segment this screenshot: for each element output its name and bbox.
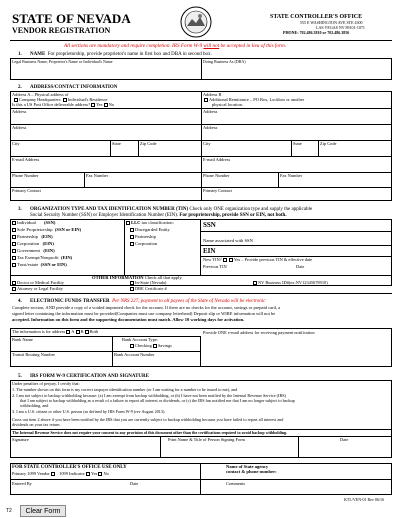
cert-item-2-cont: that I am subject to backup withholding as a result of a failure to report all interest or dividends, or (c) the IRS has notified me that I am no longer subject to backup: [20, 398, 295, 403]
other-info-heading: OTHER INFORMATION Check all that apply.: [92, 275, 183, 280]
eft-instructions-1: Complete section, AND provide a copy of a voided imprinted check for the account. If there are no checks for the account, savings or prepaid card, a: [12, 305, 281, 310]
address-a-contact-label: Primary Contact: [12, 188, 41, 193]
org-trust-checkbox[interactable]: [12, 263, 16, 267]
address-b-fax-input[interactable]: [279, 178, 391, 186]
address-b-phone-input[interactable]: [202, 178, 277, 186]
form-subtitle: VENDOR REGISTRATION: [12, 26, 111, 35]
other-nv-business: NV Business ID#(ex:NV12345678910): [253, 281, 328, 285]
address-b-state-input[interactable]: [292, 146, 317, 155]
dbe-certificate-input[interactable]: [176, 286, 201, 292]
org-col-divider: [124, 219, 125, 275]
ssn-label: SSN: [203, 221, 216, 229]
address-a-zip-input[interactable]: [139, 146, 200, 155]
address-b-email-input[interactable]: [202, 162, 391, 171]
primary-vendor-checkbox[interactable]: [51, 472, 55, 476]
section-5-number: 5.: [18, 374, 22, 379]
signature-input[interactable]: [11, 442, 159, 457]
org-llc-checkbox[interactable]: [126, 221, 130, 225]
address-b-label: Address B: [203, 92, 222, 97]
new-tin-row: New TIN? Yes – Provide previous TIN & effective date: [203, 257, 313, 263]
form-revision: KTL/VEN-01 Rev 06/16: [344, 497, 384, 502]
other-dbe: DBE Certificate #: [130, 287, 167, 291]
eft-address-a-checkbox[interactable]: [66, 330, 70, 334]
additional-remittance-checkbox[interactable]: [204, 98, 208, 102]
address-b-line1-input[interactable]: [202, 114, 391, 123]
org-partnership: Partnership (EIN): [12, 235, 53, 240]
org-tax-exempt-checkbox[interactable]: [12, 256, 16, 260]
office-use-row-line: [10, 479, 200, 480]
eft-instructions-3: accepted. Information on this form and the supporting documentation must match. Allow 10 working days for activation.: [12, 317, 245, 322]
address-a-zip-label: Zip Code: [140, 141, 157, 146]
eft-address-b-checkbox[interactable]: [76, 330, 80, 334]
org-partnership-checkbox[interactable]: [12, 235, 16, 239]
signature-label: Signature: [12, 437, 29, 442]
address-a-email-input[interactable]: [11, 162, 200, 171]
section-4-number: 4.: [18, 299, 22, 304]
org-tax-exempt: Tax Exempt/Nonprofit (EIN): [12, 256, 72, 261]
primary-vendor-row: Primary 1099 Vendor 1099 Indicator Yes No: [12, 471, 109, 477]
cert-cross-out-2: dividends on your tax return.: [12, 422, 61, 427]
ssn-input[interactable]: [201, 221, 391, 230]
section-5-title: IRS FORM W-9 CERTIFICATION AND SIGNATURE: [30, 374, 149, 379]
other-instate-checkbox[interactable]: [130, 281, 134, 285]
address-b-contact-label: Primary Contact: [203, 188, 232, 193]
legal-name-label: Legal Business Name, Proprietor's Name or Individual's Name: [12, 59, 113, 64]
cert-item-3: 3. I am a U.S. citizen or other U.S. person (as defined by IRS Form W-9 (rev August 2013).: [12, 409, 166, 414]
address-b-state-label: State: [293, 141, 302, 146]
address-a-fax-input[interactable]: [85, 178, 200, 186]
other-info-bottom: [10, 293, 392, 294]
po-question: Is this a US Post Office deliverable address? Yes No: [12, 102, 115, 108]
comments-input[interactable]: [252, 481, 391, 494]
header-rule: [10, 40, 392, 41]
routing-number-label: Transit Routing Number: [12, 352, 56, 357]
llc-disregarded: Disregarded Entity: [130, 228, 170, 233]
po-no-checkbox[interactable]: [104, 103, 108, 107]
org-llc: LLC tax classification:: [126, 221, 174, 226]
eft-applies-to: The information is for address A B Both: [12, 329, 99, 335]
print-name-label: Print Name & Title of Person Signing Form: [168, 437, 245, 442]
clear-form-button[interactable]: Clear Form: [20, 505, 66, 517]
account-type-options: Checking Savings: [130, 344, 172, 348]
address-a-state-label: State: [112, 141, 121, 146]
llc-partnership: Partnership: [130, 235, 156, 240]
form-title: STATE OF NEVADA: [12, 11, 131, 26]
address-a-fax-label: Fax Number: [86, 173, 109, 178]
cert-cross-out-1: Cross out item 2 above if you have been notified by the IRS that you are currently subject to backup withholding because you have failed to report all interest and: [12, 417, 284, 422]
page-identifier: T2: [6, 508, 12, 514]
new-tin-no-checkbox[interactable]: [223, 258, 227, 262]
previous-tin-input[interactable]: [232, 263, 292, 270]
address-a-city-label: City: [12, 141, 20, 146]
address-row-line: [10, 187, 392, 188]
section-4-heading: ELECTRONIC FUNDS TRANSFER Per NRS 227, payment to all payees of the State of Nevada will be electronic: [30, 299, 266, 304]
previous-tin-date-input[interactable]: [308, 263, 390, 270]
address-b-zip-label: Zip Code: [320, 141, 337, 146]
signature-date-input[interactable]: [299, 442, 391, 457]
section-1-heading: NAME For proprietorship, provide proprietor's name in first box and DBA in second box.: [30, 52, 212, 57]
address-row-line: [10, 108, 392, 109]
office-address-1: 555 E WASHINGTON AVE STE 4300: [300, 20, 363, 25]
eft-instructions-2: signed letter containing the information must be provided(Companies must use company letterhead) Deposit slip or WIRE information will not be: [12, 311, 276, 316]
eft-both-checkbox[interactable]: [85, 330, 89, 334]
section-2-title: ADDRESS/CONTACT INFORMATION: [30, 85, 118, 90]
address-row-line: [10, 156, 392, 157]
account-number-input[interactable]: [113, 357, 199, 366]
llc-corporation-checkbox[interactable]: [130, 242, 134, 246]
ssn-name-label: Name associated with SSN: [203, 238, 253, 243]
llc-partnership-checkbox[interactable]: [130, 235, 134, 239]
other-doctor: Doctor or Medical Facility: [12, 281, 64, 285]
previous-tin-label: Previous TIN: [203, 264, 227, 269]
office-use-title: FOR STATE CONTROLLER'S OFFICE USE ONLY: [12, 465, 127, 470]
agency-contact-label-2: contact & phone number:: [226, 469, 277, 474]
section-3-number: 3.: [18, 207, 22, 212]
office-name: STATE CONTROLLER'S OFFICE: [270, 14, 363, 20]
nv-business-id-input[interactable]: [253, 286, 391, 292]
ein-input[interactable]: [201, 246, 391, 255]
other-nv-business-checkbox[interactable]: [253, 281, 257, 285]
eft-email-label: Provide ONE e-mail address for receiving payment notification: [203, 330, 315, 335]
address-row-line: [10, 124, 392, 125]
dba-input[interactable]: [202, 64, 391, 79]
other-doctor-checkbox[interactable]: [12, 281, 16, 285]
cert-item-2: 2. I am not subject to backup withholding because: (a) I am exempt from backup withholding, or (b) I have not been notified by the Internal Revenue Service (IRS): [12, 393, 286, 398]
section-3-heading: ORGANIZATION TYPE AND TAX IDENTIFICATION NUMBER (TIN) Check only ONE organization type and supply the applicable: [30, 207, 313, 212]
address-b-line2-input[interactable]: [202, 130, 391, 139]
org-trust: Trust/estate (SSN or EIN): [12, 263, 67, 268]
org-sole-prop-checkbox[interactable]: [12, 228, 16, 232]
print-name-input[interactable]: [161, 442, 297, 457]
account-savings-checkbox[interactable]: [153, 344, 157, 348]
address-b-city-label: City: [203, 141, 211, 146]
llc-disregarded-checkbox[interactable]: [130, 228, 134, 232]
entered-by-input[interactable]: [36, 481, 126, 493]
address-a-address-label: Address: [12, 109, 27, 114]
org-sole-prop: Sole Proprietorship (SSN or EIN): [12, 228, 81, 233]
org-individual: Individual (SSN): [12, 221, 55, 226]
additional-remittance: Additional Remittance – PO Box, Lockbox or another: [204, 98, 304, 102]
ssn-name-input[interactable]: [201, 232, 391, 244]
bank-name-label: Bank Name: [12, 337, 33, 342]
state-seal-icon: [180, 6, 212, 38]
address-a-line1-input[interactable]: [11, 114, 200, 123]
address-a-city-input[interactable]: [11, 146, 109, 155]
address-a-label: Address A – Physical address of: [12, 92, 69, 97]
address-a-contact-input[interactable]: [11, 193, 200, 200]
address-row-line: [10, 172, 392, 173]
office-use-row-line: [200, 479, 392, 480]
ein-label: EIN: [203, 247, 216, 255]
address-b-city-input[interactable]: [202, 146, 290, 155]
org-government: Government (EIN): [12, 249, 55, 254]
office-phone: PHONE: 702.486.3810 or 702.486.3856: [283, 30, 350, 35]
section-2-number: 2.: [18, 85, 22, 90]
other-instate: In-State (Nevada): [130, 281, 166, 285]
address-a-phone-input[interactable]: [11, 178, 83, 186]
previous-tin-date-label: Date: [296, 264, 305, 269]
other-attorney: Attorney or Legal Facility: [12, 287, 63, 291]
llc-corporation: Corporation: [130, 242, 157, 247]
address-b-contact-input[interactable]: [202, 193, 391, 200]
office-address-2: LAS VEGAS NV 89101-1071: [316, 25, 365, 30]
office-date-input[interactable]: [142, 481, 199, 493]
org-individual-checkbox[interactable]: [12, 221, 16, 225]
dba-label: Doing Business As (DBA): [203, 59, 246, 64]
org-government-checkbox[interactable]: [12, 249, 16, 253]
address-b-phone-label: Phone Number: [203, 173, 230, 178]
section-1-number: 1.: [18, 52, 22, 57]
comments-label: Comments: [226, 481, 246, 486]
address-a-line2-input[interactable]: [11, 130, 200, 139]
bank-name-input[interactable]: [11, 342, 111, 350]
other-attorney-checkbox[interactable]: [12, 287, 16, 291]
signature-date-label: Date: [340, 437, 349, 442]
other-info-line: [10, 275, 392, 276]
physical-location-label: physical location.: [212, 102, 243, 107]
address-a-address2-label: Address: [12, 125, 27, 130]
routing-number-input[interactable]: [11, 357, 111, 366]
address-b-fax-label: Fax Number: [280, 173, 303, 178]
agency-contact-label-1: Name of State agency: [226, 464, 269, 469]
eft-email-input[interactable]: [201, 336, 391, 366]
office-date-label: Date: [130, 481, 139, 486]
po-yes-checkbox[interactable]: [91, 103, 95, 107]
address-a-type: Company Headquarters Individual's Residence: [14, 98, 107, 102]
indicator-yes-checkbox[interactable]: [86, 472, 90, 476]
agency-contact-input[interactable]: [290, 464, 391, 476]
account-number-label: Bank Account Number: [114, 352, 155, 357]
org-corporation: Corporation (EIN): [12, 242, 54, 247]
mandatory-notice: All sections are mandatory and require completion. IRS Form W-9 will not be accepted in lieu of this form.: [64, 43, 286, 49]
address-a-email-label: E-mail Address: [12, 157, 40, 162]
section-3-desc: Social Security Number (SSN) or Employer Identification Number (EIN). For proprietorship, provide SSN or EIN, not both.: [30, 213, 287, 218]
legal-name-input[interactable]: [11, 64, 200, 79]
account-checking-checkbox[interactable]: [130, 344, 134, 348]
account-type-label: Bank Account Type:: [122, 337, 158, 342]
other-dbe-checkbox[interactable]: [130, 287, 134, 291]
address-b-email-label: E-mail Address: [203, 157, 231, 162]
entered-by-label: Entered By: [12, 481, 32, 486]
address-b-zip-input[interactable]: [319, 146, 391, 155]
indicator-no-checkbox[interactable]: [98, 472, 102, 476]
cert-item-2-end: withholding, and: [20, 403, 49, 408]
irs-consent-note: The Internal Revenue Service does not require your consent to any provision of this document other than the certifications required to avoid backup withholding.: [12, 430, 288, 435]
address-b-address-label: Address: [203, 109, 218, 114]
address-b-address2-label: Address: [203, 125, 218, 130]
cert-intro: Under penalties of perjury, I certify that:: [12, 381, 80, 386]
eft-row-line: [10, 336, 200, 337]
cert-item-1: 1. The number shown on this form is my correct taxpayer identification number (or I am waiting for a number to be issued to me), and: [12, 387, 238, 392]
address-a-phone-label: Phone Number: [12, 173, 39, 178]
address-a-state-input[interactable]: [111, 146, 137, 155]
new-tin-yes-checkbox[interactable]: [229, 258, 233, 262]
org-corporation-checkbox[interactable]: [12, 242, 16, 246]
